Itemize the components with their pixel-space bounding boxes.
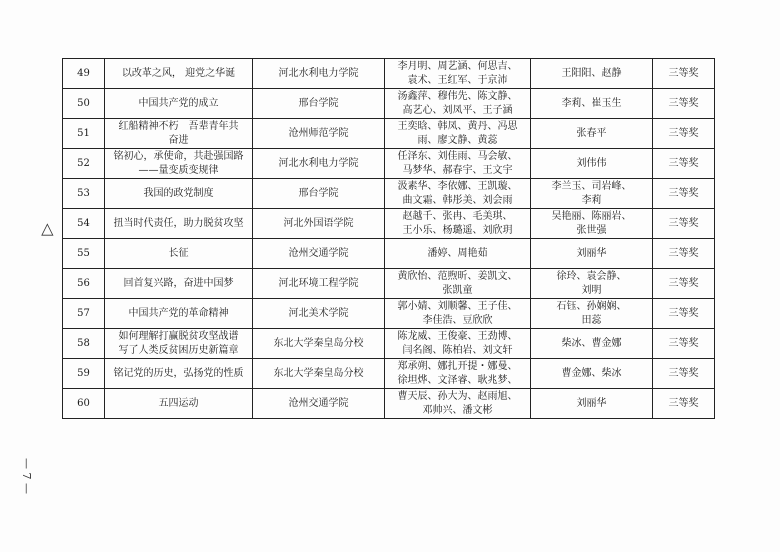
award-level-cell: 三等奖 — [653, 329, 715, 359]
award-level-cell: 三等奖 — [653, 149, 715, 179]
authors-cell: 陈龙威、王俊豪、王劲博、 闫名阁、陈柏岩、刘文轩 — [385, 329, 531, 359]
school-name-cell: 河北水利电力学院 — [253, 149, 385, 179]
work-title-cell: 回首复兴路，奋进中国梦 — [105, 269, 253, 299]
advisor-cell: 石钰、孙娴娴、 田蕊 — [531, 299, 653, 329]
school-name-cell: 东北大学秦皇岛分校 — [253, 329, 385, 359]
award-level-cell: 三等奖 — [653, 59, 715, 89]
row-number-cell: 55 — [63, 239, 105, 269]
school-name-cell: 沧州师范学院 — [253, 119, 385, 149]
work-title-cell: 以改革之风， 迎党之华诞 — [105, 59, 253, 89]
page-number: — 7 — — [20, 458, 33, 494]
work-title-cell: 扭当时代责任，助力脱贫攻坚 — [105, 209, 253, 239]
row-number-cell: 59 — [63, 359, 105, 389]
award-level-cell: 三等奖 — [653, 389, 715, 419]
award-level-cell: 三等奖 — [653, 239, 715, 269]
authors-cell: 赵越千、张冉、毛美琪、 王小乐、杨璐遥、刘欣玥 — [385, 209, 531, 239]
work-title-cell: 五四运动 — [105, 389, 253, 419]
work-title-cell: 红船精神不朽 吾辈青年共 奋进 — [105, 119, 253, 149]
table-row — [63, 59, 715, 89]
advisor-cell: 刘丽华 — [531, 389, 653, 419]
row-number-cell: 56 — [63, 269, 105, 299]
award-level-cell: 三等奖 — [653, 269, 715, 299]
school-name-cell: 邢台学院 — [253, 179, 385, 209]
table-row — [63, 359, 715, 389]
authors-cell: 潘婷、周艳茹 — [385, 239, 531, 269]
school-name-cell: 邢台学院 — [253, 89, 385, 119]
advisor-cell: 李兰玉、司岩峰、 李莉 — [531, 179, 653, 209]
advisor-cell: 曹金娜、柴冰 — [531, 359, 653, 389]
table-row — [63, 329, 715, 359]
row-number-cell: 49 — [63, 59, 105, 89]
table-row — [63, 89, 715, 119]
advisor-cell: 吴艳丽、陈丽岩、 张世强 — [531, 209, 653, 239]
advisor-cell: 柴冰、曹金娜 — [531, 329, 653, 359]
authors-cell: 汲素华、李依娜、王凯璇、 曲文霜、韩彤美、刘会雨 — [385, 179, 531, 209]
authors-cell: 汤鑫萍、穆伟先、陈文静、 高艺心、刘凤平、王子涵 — [385, 89, 531, 119]
work-title-cell: 中国共产党的成立 — [105, 89, 253, 119]
authors-cell: 李月明、周艺涵、何思吉、 袁术、王红军、于京沛 — [385, 59, 531, 89]
table-row — [63, 239, 715, 269]
school-name-cell: 沧州交通学院 — [253, 239, 385, 269]
authors-cell: 郑承朔、娜扎开提・娜曼、 徐坦烨、文泽睿、耿兆梦、 — [385, 359, 531, 389]
school-name-cell: 东北大学秦皇岛分校 — [253, 359, 385, 389]
work-title-cell: 如何理解打赢脱贫攻坚战谱 写了人类反贫困历史新篇章 — [105, 329, 253, 359]
table-row — [63, 119, 715, 149]
school-name-cell: 河北水利电力学院 — [253, 59, 385, 89]
award-level-cell: 三等奖 — [653, 89, 715, 119]
award-level-cell: 三等奖 — [653, 119, 715, 149]
table-row — [63, 299, 715, 329]
school-name-cell: 沧州交通学院 — [253, 389, 385, 419]
advisor-cell: 王阳阳、赵静 — [531, 59, 653, 89]
award-level-cell: 三等奖 — [653, 179, 715, 209]
school-name-cell: 河北环境工程学院 — [253, 269, 385, 299]
authors-cell: 曹天辰、孙大为、赵雨旭、 邓帅兴、潘文彬 — [385, 389, 531, 419]
table-row — [63, 389, 715, 419]
work-title-cell: 中国共产党的革命精神 — [105, 299, 253, 329]
work-title-cell: 我国的政党制度 — [105, 179, 253, 209]
table-row — [63, 179, 715, 209]
advisor-cell: 徐玲、袁会静、 刘明 — [531, 269, 653, 299]
row-number-cell: 57 — [63, 299, 105, 329]
school-name-cell: 河北外国语学院 — [253, 209, 385, 239]
work-title-cell: 铭初心，承使命，共赴强国路 ——量变质变规律 — [105, 149, 253, 179]
award-level-cell: 三等奖 — [653, 299, 715, 329]
authors-cell: 郭小婧、刘顺馨、王子佳、 李佳浩、豆欣欣 — [385, 299, 531, 329]
advisor-cell: 刘伟伟 — [531, 149, 653, 179]
row-number-cell: 58 — [63, 329, 105, 359]
authors-cell: 黄欣怡、范煦昕、姜凯文、 张凯童 — [385, 269, 531, 299]
awards-table — [62, 58, 715, 419]
award-level-cell: 三等奖 — [653, 359, 715, 389]
advisor-cell: 张春平 — [531, 119, 653, 149]
work-title-cell: 铭记党的历史，弘扬党的性质 — [105, 359, 253, 389]
authors-cell: 王奕晗、韩凤、黄丹、冯思 雨、廖文静、黄蕊 — [385, 119, 531, 149]
work-title-cell: 长征 — [105, 239, 253, 269]
advisor-cell: 刘丽华 — [531, 239, 653, 269]
row-number-cell: 60 — [63, 389, 105, 419]
row-number-cell: 52 — [63, 149, 105, 179]
table-row — [63, 269, 715, 299]
authors-cell: 任泽东、刘佳雨、马会敏、 马梦华、郝春宇、王文宇 — [385, 149, 531, 179]
binding-mark-icon: ▷ — [36, 223, 56, 236]
award-level-cell: 三等奖 — [653, 209, 715, 239]
advisor-cell: 李莉、崔玉生 — [531, 89, 653, 119]
table-row — [63, 209, 715, 239]
row-number-cell: 54 — [63, 209, 105, 239]
school-name-cell: 河北美术学院 — [253, 299, 385, 329]
row-number-cell: 51 — [63, 119, 105, 149]
row-number-cell: 50 — [63, 89, 105, 119]
row-number-cell: 53 — [63, 179, 105, 209]
table-row — [63, 149, 715, 179]
